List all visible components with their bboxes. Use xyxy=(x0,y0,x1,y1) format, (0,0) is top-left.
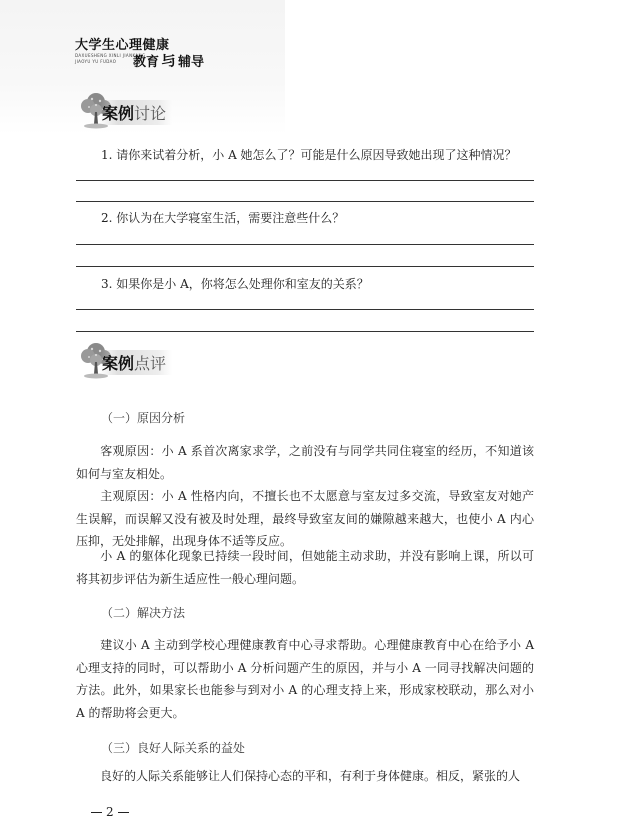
book-title-line1: 大学生心理健康 xyxy=(75,38,170,53)
paragraph-text: 建议小 A 主动到学校心理健康教育中心寻求帮助。心理健康教育中心在给予小 A 心理支持的同时，可以帮助小 A 分析问题产生的原因，并与小 A 一同寻找解决问题的方法。此外，如果家长也能参与到对小 A 的心理支持上来，形成家校联动，那么对小 A 的帮助将会更大。 xyxy=(76,638,534,720)
paragraph-objective-cause xyxy=(76,440,534,485)
book-title-pinyin-2: JIAOYU YU FUDAO xyxy=(75,59,117,64)
page-number: 2 xyxy=(106,805,114,819)
paragraph-text: 客观原因：小 A 系首次离家求学，之前没有与同学共同住寝室的经历，不知道该如何与室友相处。 xyxy=(76,444,534,481)
book-title-yu: 与 xyxy=(159,50,178,72)
subheading-cause-analysis: （一）原因分析 xyxy=(101,411,186,425)
answer-line xyxy=(76,201,534,202)
answer-line xyxy=(76,266,534,267)
subheading-solution: （二）解决方法 xyxy=(101,606,186,620)
answer-line xyxy=(76,309,534,310)
page-footer xyxy=(87,805,133,819)
paragraph-text: 小 A 的躯体化现象已持续一段时间，但她能主动求助，并没有影响上课，所以可将其初步评估为新生适应性一般心理问题。 xyxy=(76,549,534,586)
case-discussion-label xyxy=(100,100,172,125)
answer-line xyxy=(76,244,534,245)
footer-dash-left xyxy=(91,812,102,813)
paragraph-text: 主观原因：小 A 性格内向，不擅长也不太愿意与室友过多交流，导致室友对她产生误解，而误解又没有被及时处理，最终导致室友间的嫌隙越来越大，也使小 A 内心压抑，无处排解，出现身体不适等反应。 xyxy=(76,489,534,548)
book-title-pinyin-1: DAXUESHENG XINLI JIANKANG xyxy=(75,53,146,58)
paragraph-assessment xyxy=(76,545,534,590)
subheading-benefits: （三）良好人际关系的益处 xyxy=(101,741,246,755)
question-3: 3. 如果你是小 A，你将怎么处理你和室友的关系？ xyxy=(101,277,369,291)
case-discussion-label-light: 讨论 xyxy=(134,104,167,123)
footer-dash-right xyxy=(118,812,129,813)
book-title-fudao: 辅导 xyxy=(178,55,205,70)
case-discussion-heading xyxy=(76,90,196,130)
case-review-label xyxy=(100,350,172,375)
book-title xyxy=(75,34,235,72)
case-discussion-label-bold: 案例 xyxy=(102,104,135,123)
paragraph-benefits xyxy=(76,765,534,788)
book-title-jiaoyu: 教育 xyxy=(133,55,160,70)
case-review-heading xyxy=(76,340,196,380)
book-title-line2 xyxy=(133,50,204,71)
paragraph-text: 良好的人际关系能够让人们保持心态的平和，有利于身体健康。相反，紧张的人 xyxy=(100,769,521,783)
question-2: 2. 你认为在大学寝室生活，需要注意些什么？ xyxy=(101,211,345,225)
case-review-label-light: 点评 xyxy=(134,354,167,373)
paragraph-solution xyxy=(76,634,534,724)
question-1: 1. 请你来试着分析，小 A 她怎么了？可能是什么原因导致她出现了这种情况？ xyxy=(101,148,517,162)
answer-line xyxy=(76,331,534,332)
paragraph-subjective-cause xyxy=(76,485,534,553)
answer-line xyxy=(76,180,534,181)
case-review-label-bold: 案例 xyxy=(102,354,135,373)
